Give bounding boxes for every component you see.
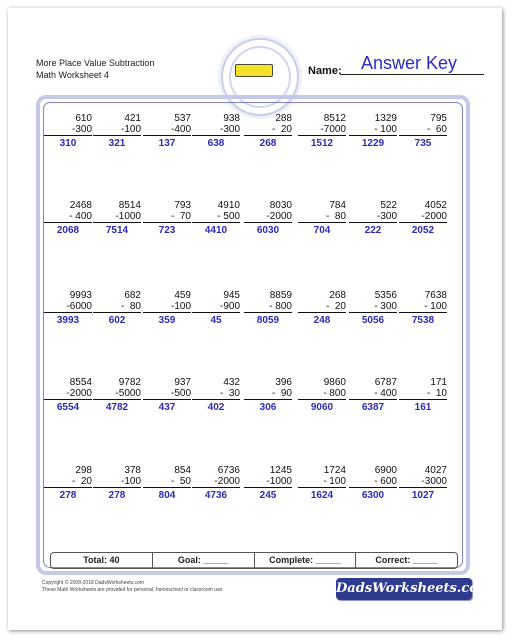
minuend: 288 [275,113,292,124]
answer: 4410 [204,225,228,236]
correct-cell: Correct: _____ [375,555,438,565]
subtrahend: - 400 [349,388,397,400]
minuend: 1245 [269,465,292,476]
subtraction-problem [399,465,447,501]
minuend: 268 [329,290,346,301]
subtraction-problem [349,465,397,501]
worksheet-title-line1: More Place Value Subtraction [36,58,155,68]
subtraction-problem [192,377,240,413]
subtrahend: - 10 [399,388,447,400]
answer: 638 [207,138,225,149]
subtraction-problem [143,465,191,501]
answer: 723 [158,225,176,236]
pencil-icon [235,64,273,77]
answer-key-label: Answer Key [360,53,458,73]
subtrahend: - 100 [298,476,346,488]
answer: 359 [158,315,176,326]
minuend: 9860 [323,377,346,388]
minuend: 8514 [118,200,141,211]
answer: 137 [158,138,176,149]
minuend: 8030 [269,200,292,211]
minuend: 9782 [118,377,141,388]
answer: 7514 [105,225,129,236]
minuend: 298 [75,465,92,476]
subtraction-problem [93,377,141,413]
minuend: 4052 [424,200,447,211]
answer: 268 [259,138,277,149]
subtrahend: -100 [143,301,191,313]
minuend: 682 [124,290,141,301]
subtraction-problem [192,200,240,236]
name-field-line [340,74,484,75]
minuend: 8859 [269,290,292,301]
subtrahend: -7000 [298,124,346,136]
subtraction-problem [298,200,346,236]
subtraction-problem [192,465,240,501]
answer: 2052 [411,225,435,236]
subtrahend: -400 [143,124,191,136]
answer: 5056 [361,315,385,326]
minuend: 421 [124,113,141,124]
answer: 1027 [411,490,435,501]
answer: 8059 [256,315,280,326]
minuend: 1724 [323,465,346,476]
copyright-notice [42,580,224,594]
subtraction-problem [143,290,191,326]
subtrahend: - 80 [298,211,346,223]
subtraction-problem [399,200,447,236]
subtrahend: - 80 [93,301,141,313]
answer: 704 [313,225,331,236]
subtrahend: - 600 [349,476,397,488]
minuend: 937 [174,377,191,388]
minuend: 5356 [374,290,397,301]
subtraction-problem [143,200,191,236]
subtrahend: -300 [192,124,240,136]
subtraction-problem [399,113,447,149]
minuend: 7638 [424,290,447,301]
minuend: 8512 [323,113,346,124]
subtrahend: -3000 [399,476,447,488]
answer: 6030 [256,225,280,236]
subtrahend: - 70 [143,211,191,223]
minuend: 945 [223,290,240,301]
answer: 6387 [361,402,385,413]
minuend: 9993 [69,290,92,301]
subtraction-problem [349,290,397,326]
answer: 321 [108,138,126,149]
subtraction-problem [44,465,92,501]
answer: 278 [108,490,126,501]
subtraction-problem [349,113,397,149]
subtrahend: - 100 [349,124,397,136]
answer: 6554 [56,402,80,413]
score-bar [50,552,458,569]
answer: 7538 [411,315,435,326]
minuend: 795 [430,113,447,124]
subtrahend: -2000 [399,211,447,223]
subtrahend: - 20 [298,301,346,313]
subtraction-problem [93,465,141,501]
subtraction-problem [44,290,92,326]
subtrahend: -100 [93,476,141,488]
subtrahend: -6000 [44,301,92,313]
subtraction-problem [192,113,240,149]
subtrahend: -1000 [244,476,292,488]
subtrahend: -500 [143,388,191,400]
answer: 3993 [56,315,80,326]
minuend: 784 [329,200,346,211]
subtraction-problem [192,290,240,326]
minuend: 4910 [217,200,240,211]
subtrahend: -1000 [93,211,141,223]
subtrahend: -2000 [44,388,92,400]
subtraction-problem [93,113,141,149]
subtrahend: -2000 [244,211,292,223]
subtraction-problem [93,290,141,326]
minuend: 4027 [424,465,447,476]
answer: 45 [210,315,222,326]
subtrahend: -300 [349,211,397,223]
answer: 278 [59,490,77,501]
subtrahend: - 50 [143,476,191,488]
subtrahend: - 800 [244,301,292,313]
answer: 735 [414,138,432,149]
subtraction-problem [399,290,447,326]
subtraction-problem [44,113,92,149]
minuend: 793 [174,200,191,211]
subtrahend: -900 [192,301,240,313]
subtraction-problem [298,113,346,149]
answer: 402 [207,402,225,413]
subtrahend: - 300 [349,301,397,313]
subtrahend: - 30 [192,388,240,400]
subtraction-problem [349,200,397,236]
name-label: Name: [308,65,342,77]
minuend: 6787 [374,377,397,388]
answer: 602 [108,315,126,326]
minuend: 522 [380,200,397,211]
answer: 1512 [310,138,334,149]
minuend: 8554 [69,377,92,388]
answer: 9060 [310,402,334,413]
minuend: 610 [75,113,92,124]
subtraction-problem [244,377,292,413]
answer: 4736 [204,490,228,501]
minuend: 2468 [69,200,92,211]
answer: 1229 [361,138,385,149]
answer: 245 [259,490,277,501]
subtrahend: -300 [44,124,92,136]
subtrahend: - 90 [244,388,292,400]
minuend: 537 [174,113,191,124]
subtrahend: - 60 [399,124,447,136]
minuend: 171 [430,377,447,388]
subtraction-problem [244,465,292,501]
copyright-line2: These Math Worksheets are provided for personal, homeschool or classroom use. [42,587,224,593]
brand-logo: DadsWorksheets.com [336,578,472,600]
subtrahend: - 800 [298,388,346,400]
problems-frame [36,95,470,575]
minuend: 1329 [374,113,397,124]
subtrahend: -100 [93,124,141,136]
minuend: 432 [223,377,240,388]
subtrahend: -2000 [192,476,240,488]
answer: 222 [364,225,382,236]
total-cell: Total: 40 [51,553,153,568]
subtraction-problem [93,200,141,236]
subtrahend: - 20 [44,476,92,488]
answer: 4782 [105,402,129,413]
subtrahend: -5000 [93,388,141,400]
goal-cell: Goal: _____ [153,553,255,568]
minuend: 854 [174,465,191,476]
answer: 161 [414,402,432,413]
subtrahend: - 400 [44,211,92,223]
answer: 2068 [56,225,80,236]
minuend: 459 [174,290,191,301]
subtraction-problem [244,290,292,326]
answer: 1624 [310,490,334,501]
subtrahend: - 100 [399,301,447,313]
subtrahend: - 500 [192,211,240,223]
subtraction-problem [298,290,346,326]
subtraction-problem [298,377,346,413]
answer: 437 [158,402,176,413]
answer: 804 [158,490,176,501]
worksheet-title-line2: Math Worksheet 4 [36,70,109,80]
subtraction-problem [244,200,292,236]
subtraction-problem [143,377,191,413]
subtraction-problem [244,113,292,149]
answer: 306 [259,402,277,413]
subtraction-problem [44,200,92,236]
answer: 6300 [361,490,385,501]
minuend: 378 [124,465,141,476]
answer: 310 [59,138,77,149]
answer: 248 [313,315,331,326]
subtraction-problem [298,465,346,501]
minuend: 6736 [217,465,240,476]
minuend: 396 [275,377,292,388]
subtraction-problem [399,377,447,413]
copyright-line1: Copyright © 2008-2018 DadsWorksheets.com [42,580,144,586]
complete-cell: Complete: _____ [255,553,357,568]
subtrahend: - 20 [244,124,292,136]
subtraction-problem [44,377,92,413]
minuend: 938 [223,113,240,124]
minuend: 6900 [374,465,397,476]
subtraction-problem [143,113,191,149]
worksheet-title [36,57,154,81]
subtraction-problem [349,377,397,413]
